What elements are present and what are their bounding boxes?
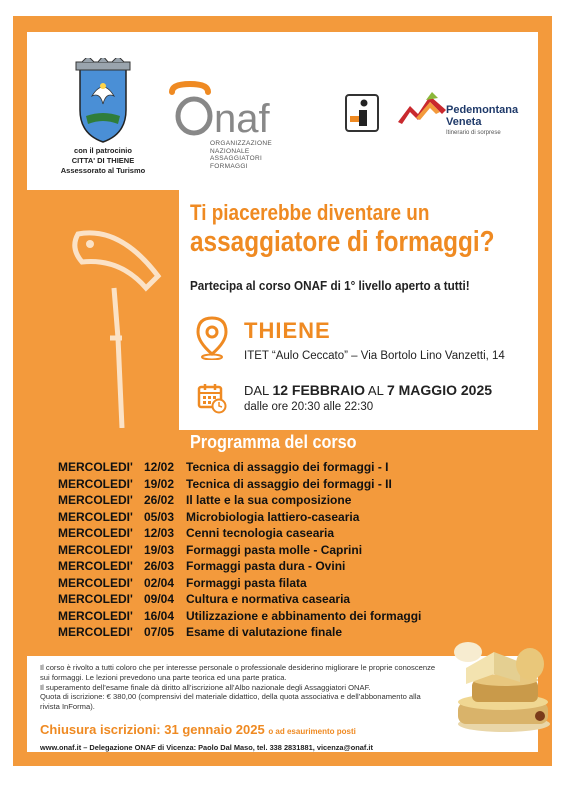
patronage-office: Assessorato al Turismo xyxy=(60,166,146,175)
program-row xyxy=(58,576,538,593)
program-date: 12/02 xyxy=(144,460,175,474)
program-row xyxy=(58,592,538,609)
program-topic: Formaggi pasta filata xyxy=(186,575,307,590)
program-topic: Formaggi pasta dura - Ovini xyxy=(186,559,346,573)
registration-deadline xyxy=(40,722,356,737)
headline-line1: Ti piacerebbe diventare un xyxy=(190,200,430,225)
onaf-logo-icon xyxy=(168,80,328,138)
calendar-icon xyxy=(197,382,227,414)
description-paragraph3: Quota di iscrizione: € 380,00 (comprensivi del materiale didattico, della quota associativa e dell’abbonamento alla rivista InForma). xyxy=(40,692,421,712)
patronage-line1: con il patrocinio xyxy=(74,146,132,155)
program-row xyxy=(58,510,538,527)
venue-address: ITET “Aulo Ceccato” – Via Bortolo Lino Vanzetti, 14 xyxy=(244,350,505,362)
program-topic: Cenni tecnologia casearia xyxy=(186,526,335,540)
program-date: 19/02 xyxy=(144,476,175,491)
patronage-text xyxy=(44,146,162,176)
program-topic: Cultura e normativa casearia xyxy=(186,592,351,606)
program-row xyxy=(58,493,538,510)
program-date: 19/03 xyxy=(144,542,175,557)
dates-end: 7 MAGGIO 2025 xyxy=(386,382,493,398)
dates-al: AL xyxy=(367,383,384,398)
location-pin-icon xyxy=(196,316,228,360)
description-paragraph2: Il superamento dell’esame finale dà diritto all’iscrizione all’Albo nazionale degli Assaggiatori ONAF. xyxy=(40,682,371,692)
program-topic: Tecnica di assaggio dei formaggi - II xyxy=(186,476,392,491)
program-topic: Il latte e la sua composizione xyxy=(186,493,352,507)
program-date: 12/03 xyxy=(144,526,175,540)
dates-start: 12 FEBBRAIO xyxy=(272,382,366,398)
course-dates xyxy=(244,382,492,398)
program-day: MERCOLEDI' xyxy=(58,592,133,606)
onaf-sub-line2: NAZIONALE xyxy=(210,147,250,155)
deadline-text: Chiusura iscrizioni: 31 gennaio 2025 xyxy=(40,722,265,737)
pedemontana-logo-icon xyxy=(396,88,448,128)
program-topic: Microbiologia lattiero-casearia xyxy=(186,509,360,524)
program-day: MERCOLEDI' xyxy=(58,575,133,590)
pedemontana-name xyxy=(446,104,518,128)
program-row xyxy=(58,609,538,626)
program-day: MERCOLEDI' xyxy=(58,542,133,557)
program-date: 07/05 xyxy=(144,625,175,639)
deadline-note: o ad esaurimento posti xyxy=(268,727,356,736)
tourist-info-icon xyxy=(345,94,379,132)
cheese-knife-icon xyxy=(60,218,180,428)
program-day: MERCOLEDI' xyxy=(58,476,133,491)
program-day: MERCOLEDI' xyxy=(58,460,133,474)
city-name: THIENE xyxy=(244,318,331,343)
patronage-city: CITTA' DI THIENE xyxy=(71,156,135,165)
program-row xyxy=(58,460,538,477)
cheese-wheels-image xyxy=(444,628,552,734)
program-date: 26/03 xyxy=(144,559,175,573)
description-paragraph1: Il corso è rivolto a tutti coloro che per interesse personale o professionale desiderino migliorare le proprie conoscenze sui formaggi. Le lezioni prevedono una parte teorica ed una parte pratica. xyxy=(40,663,436,682)
program-date: 26/02 xyxy=(144,493,175,507)
program-day: MERCOLEDI' xyxy=(58,625,133,639)
program-topic: Utilizzazione e abbinamento dei formaggi xyxy=(186,608,422,623)
program-day: MERCOLEDI' xyxy=(58,526,133,540)
program-date: 09/04 xyxy=(144,592,175,606)
program-row xyxy=(58,543,538,560)
program-topic: Formaggi pasta molle - Caprini xyxy=(186,542,363,557)
program-topic: Tecnica di assaggio dei formaggi - I xyxy=(186,460,389,474)
course-hours: dalle ore 20:30 alle 22:30 xyxy=(244,401,374,413)
onaf-sub-line1: ORGANIZZAZIONE xyxy=(210,140,272,147)
program-list xyxy=(58,460,538,642)
course-description xyxy=(40,663,440,712)
program-row xyxy=(58,477,538,494)
program-date: 02/04 xyxy=(144,575,175,590)
program-day: MERCOLEDI' xyxy=(58,493,133,507)
pedemontana-name-line1: Pedemontana xyxy=(446,104,519,116)
headline-line2: assaggiatore di formaggi? xyxy=(190,226,495,258)
program-day: MERCOLEDI' xyxy=(58,509,133,524)
thiene-crest-icon xyxy=(72,58,134,144)
pedemontana-name-line2: Veneta xyxy=(446,116,482,128)
program-day: MERCOLEDI' xyxy=(58,559,133,573)
dates-dal: DAL xyxy=(244,383,269,398)
program-title: Programma del corso xyxy=(190,432,357,452)
onaf-sub-line3: ASSAGGIATORI xyxy=(210,155,263,162)
program-date: 05/03 xyxy=(144,509,175,524)
contact-info: www.onaf.it – Delegazione ONAF di Vicenza: Paolo Dal Maso, tel. 338 2831881, vicenza@onaf.it xyxy=(40,743,373,752)
course-invite: Partecipa al corso ONAF di 1° livello aperto a tutti! xyxy=(190,278,470,293)
onaf-subtitle xyxy=(210,140,272,170)
svg-text:naf: naf xyxy=(214,97,270,138)
onaf-sub-line4: FORMAGGI xyxy=(210,162,248,170)
program-row xyxy=(58,559,538,576)
program-day: MERCOLEDI' xyxy=(58,608,133,623)
program-topic: Esame di valutazione finale xyxy=(186,625,343,639)
program-row xyxy=(58,526,538,543)
pedemontana-tagline: Itinerario di sorprese xyxy=(446,130,501,136)
program-date: 16/04 xyxy=(144,608,175,623)
